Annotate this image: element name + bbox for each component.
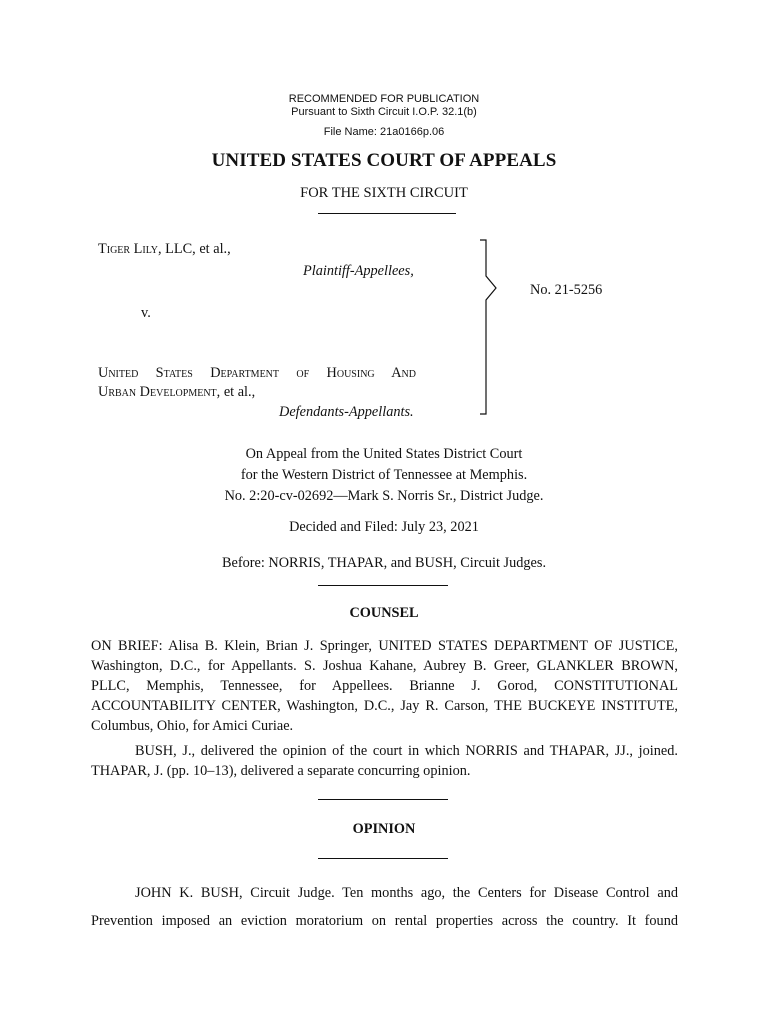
publication-notice: RECOMMENDED FOR PUBLICATION [288, 93, 480, 105]
case-number: No. 21-5256 [530, 282, 603, 298]
caption-bracket [476, 236, 500, 422]
decided-date: Decided and Filed: July 23, 2021 [289, 519, 479, 535]
counsel-text: ON BRIEF: Alisa B. Klein, Brian J. Springer, UNITED STATES DEPARTMENT OF JUSTICE, Washington, D.C., for Appellants. S. Joshua Kahane, Aubrey B. Greer, GLANKLER BROWN, PLLC, Memphis, Tennessee, for Appellees. Brianne J. Gorod, CONSTITUTIONAL ACCOUNTABILITY CENTER, Washington, D.C., Jay R. Carson, THE BUCKEYE INSTITUTE, Columbus, Ohio, for Amici Curiae. [91, 638, 678, 734]
court-circuit: FOR THE SIXTH CIRCUIT [300, 185, 468, 201]
counsel-heading: COUNSEL [349, 605, 419, 621]
delivery-text: BUSH, J., delivered the opinion of the court in which NORRIS and THAPAR, JJ., joined. THAPAR, J. (pp. 10–13), delivered a separate concurring opinion. [91, 743, 678, 779]
before-divider [318, 585, 448, 586]
plaintiff-name [98, 239, 231, 259]
plaintiff-name-sc: Tiger Lily [98, 241, 159, 257]
title-divider [318, 213, 456, 214]
appeal-line-3: No. 2:20-cv-02692—Mark S. Norris Sr., District Judge. [224, 488, 544, 504]
court-title: UNITED STATES COURT OF APPEALS [211, 150, 557, 171]
defendant-line-1: United States Department of Housing And [98, 365, 416, 381]
iop-notice: Pursuant to Sixth Circuit I.O.P. 32.1(b) [291, 106, 477, 118]
defendant-line-2-suffix: , et al., [216, 384, 256, 400]
versus: v. [141, 305, 151, 321]
defendant-role: Defendants-Appellants. [279, 404, 414, 420]
plaintiff-role: Plaintiff-Appellees, [303, 263, 414, 279]
defendant-line-2-sc: Urban Development [98, 384, 217, 400]
opinion-bottom-divider [318, 858, 448, 859]
opinion-line-2: Prevention imposed an eviction moratorium on rental properties across the country. It found [91, 913, 678, 929]
file-name: File Name: 21a0166p.06 [323, 126, 445, 138]
defendant-line-2 [98, 382, 255, 402]
opinion-top-divider [318, 799, 448, 800]
panel-judges: Before: NORRIS, THAPAR, and BUSH, Circuit Judges. [221, 555, 547, 571]
appeal-line-2: for the Western District of Tennessee at Memphis. [240, 467, 528, 483]
plaintiff-suffix: , LLC, et al., [158, 241, 231, 257]
appeal-line-1: On Appeal from the United States District Court [245, 446, 523, 462]
opinion-line-1: JOHN K. BUSH, Circuit Judge. Ten months ago, the Centers for Disease Control and [135, 885, 678, 901]
opinion-heading: OPINION [352, 821, 416, 837]
